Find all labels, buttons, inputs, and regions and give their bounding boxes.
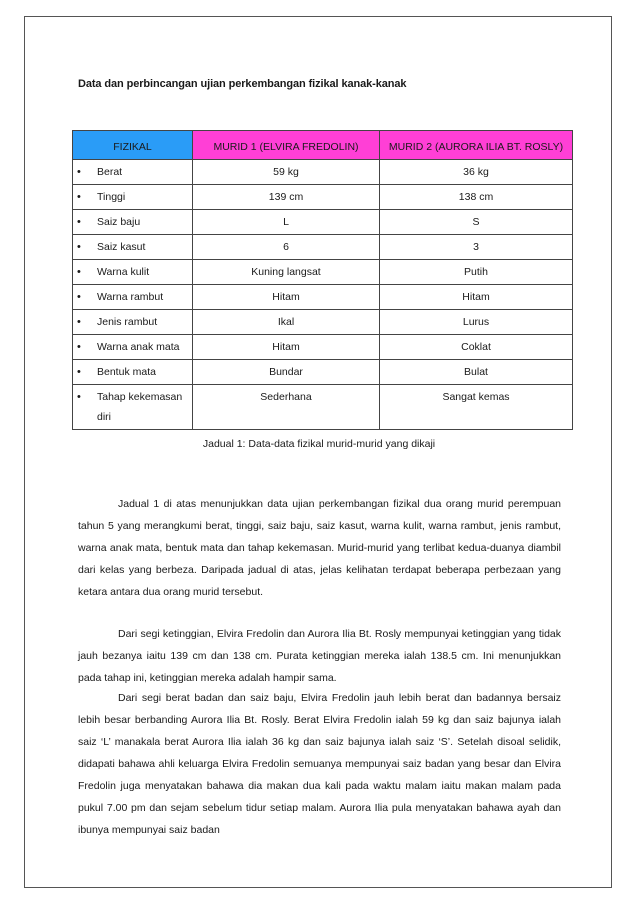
row-label-text: Warna anak mata [97,341,180,353]
row-label [73,310,193,335]
bullet-icon: • [77,216,81,228]
murid-2-value: Bulat [380,360,573,385]
murid-1-value: L [193,210,380,235]
row-label [73,335,193,360]
document-title: Data dan perbincangan ujian perkembangan fizikal kanak-kanak [78,78,407,90]
header-murid-1: MURID 1 (ELVIRA FREDOLIN) [193,131,380,160]
table-row [73,385,573,430]
row-label-text: Jenis rambut [97,316,158,328]
row-label [73,385,193,430]
murid-1-value: 59 kg [193,160,380,185]
table-row [73,360,573,385]
row-label-text: Warna rambut [97,291,164,303]
murid-1-value: Hitam [193,285,380,310]
bullet-icon: • [77,291,81,303]
bullet-icon: • [77,191,81,203]
row-label [73,160,193,185]
murid-2-value: Putih [380,260,573,285]
row-label-text: Warna kulit [97,266,150,278]
murid-2-value: 3 [380,235,573,260]
paragraph-1: Jadual 1 di atas menunjukkan data ujian perkembangan fizikal dua orang murid perempuan tahun 5 yang merangkumi berat, tinggi, saiz baju, saiz kasut, warna kulit, warna rambut, jenis rambut, warna anak mata, bentuk mata dan tahap kekemasan. Murid-murid yang terlibat kedua-duanya diambil dari kelas yang berbeza. Daripada jadual di atas, jelas kelihatan terdapat beberapa perbezaan yang ketara antara dua orang murid tersebut. [78,498,561,598]
row-label [73,285,193,310]
physical-data-table [72,130,573,430]
murid-2-value: Coklat [380,335,573,360]
murid-2-value: S [380,210,573,235]
table-row [73,260,573,285]
table-header-row [73,131,573,160]
table-row [73,185,573,210]
table-row [73,235,573,260]
table-row [73,160,573,185]
murid-1-value: Kuning langsat [193,260,380,285]
paragraph-3: Dari segi berat badan dan saiz baju, Elvira Fredolin jauh lebih berat dan badannya bersaiz lebih besar berbanding Aurora Ilia Bt. Rosly. Berat Elvira Fredolin ialah 59 kg dan saiz bajunya ialah saiz ‘L’ manakala berat Aurora Ilia ialah 36 kg dan saiz bajunya ialah saiz ‘S’. Setelah disoal selidik, didapati bahawa ahli keluarga Elvira Fredolin semuanya mempunyai saiz badan yang besar dan Elvira Fredolin juga menyatakan bahawa dia makan dua kali pada waktu malam iaitu makan malam pada pukul 7.00 pm dan sejam sebelum tidur setiap malam. Aurora Ilia pula menyatakan bahawa ayah dan ibunya mempunyai saiz badan [78,692,561,836]
table-row [73,210,573,235]
table-row [73,285,573,310]
row-label [73,260,193,285]
bullet-icon: • [77,166,81,178]
murid-2-value: 36 kg [380,160,573,185]
table-caption: Jadual 1: Data-data fizikal murid-murid yang dikaji [202,438,436,450]
header-fizikal: FIZIKAL [73,131,193,160]
murid-1-value: Ikal [193,310,380,335]
row-label-text: Berat [97,166,123,178]
row-label [73,235,193,260]
bullet-icon: • [77,316,81,328]
header-murid-2: MURID 2 (AURORA ILIA BT. ROSLY) [380,131,573,160]
bullet-icon: • [77,366,81,378]
murid-2-value: Sangat kemas [380,385,573,430]
bullet-icon: • [77,341,81,353]
murid-2-value: 138 cm [380,185,573,210]
row-label [73,360,193,385]
murid-1-value: Sederhana [193,385,380,430]
row-label [73,185,193,210]
bullet-icon: • [77,266,81,278]
murid-1-value: 6 [193,235,380,260]
murid-2-value: Hitam [380,285,573,310]
row-label-text: Saiz baju [97,216,141,228]
murid-1-value: Bundar [193,360,380,385]
murid-2-value: Lurus [380,310,573,335]
row-label-text: Tahap kekemasan diri [97,391,183,423]
murid-1-value: 139 cm [193,185,380,210]
row-label-text: Tinggi [97,191,126,203]
table-row [73,335,573,360]
paragraph-2: Dari segi ketinggian, Elvira Fredolin dan Aurora Ilia Bt. Rosly mempunyai ketinggian yang tidak jauh bezanya iaitu 139 cm dan 138 cm. Purata ketinggian mereka ialah 138.5 cm. Ini menunjukkan pada tahap ini, ketinggian mereka adalah hampir sama. [78,628,561,684]
row-label-text: Bentuk mata [97,366,156,378]
row-label-text: Saiz kasut [97,241,146,253]
row-label [73,210,193,235]
murid-1-value: Hitam [193,335,380,360]
table-row [73,310,573,335]
bullet-icon: • [77,241,81,253]
bullet-icon: • [77,391,81,403]
